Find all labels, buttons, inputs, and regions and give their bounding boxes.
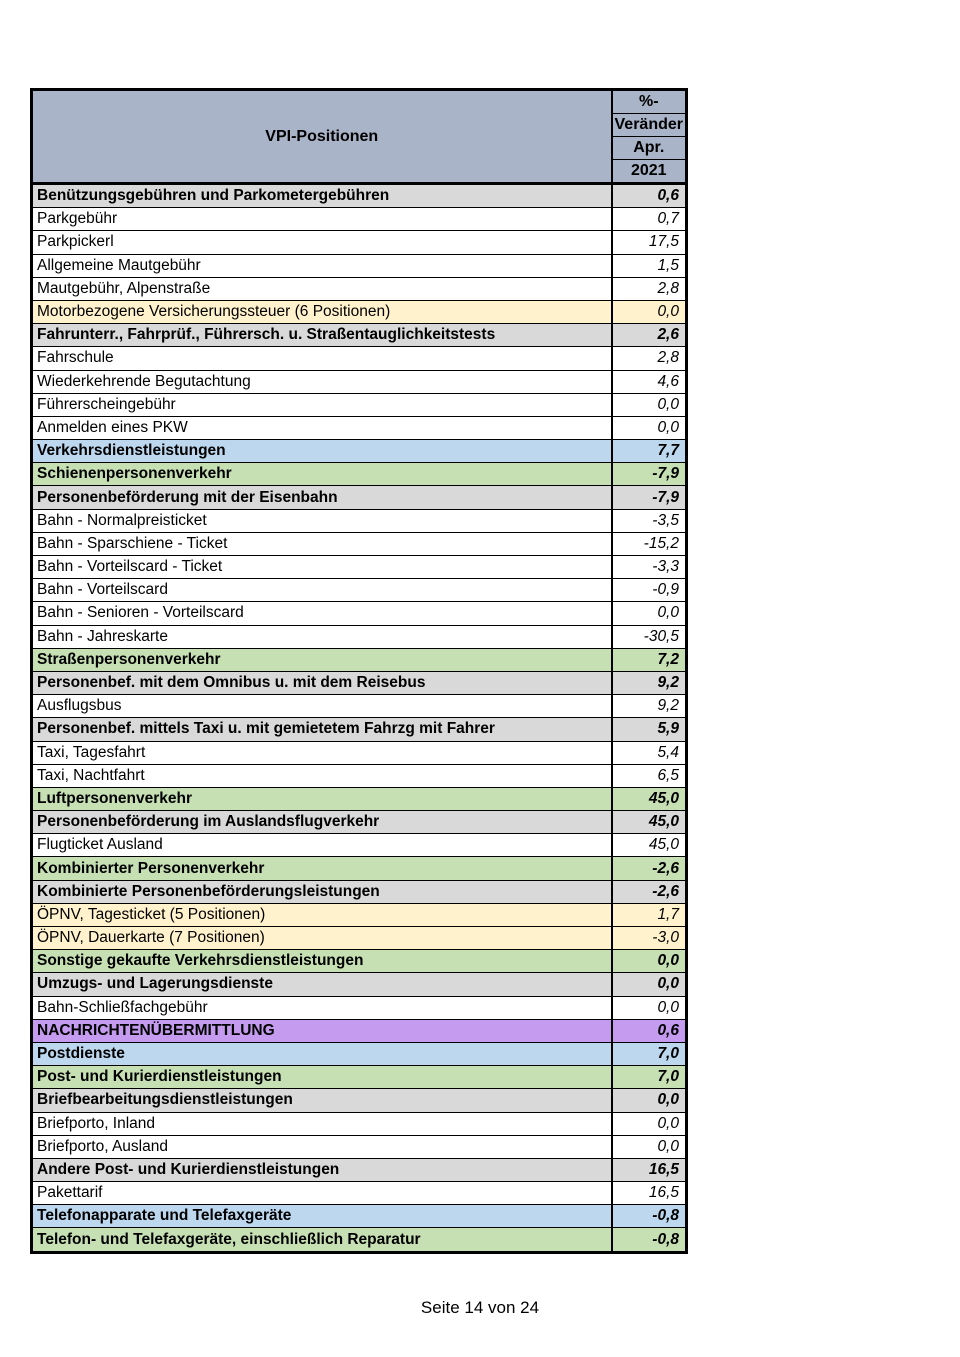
table-row xyxy=(32,880,687,903)
row-value: -7,9 xyxy=(612,463,687,486)
row-value: 1,5 xyxy=(612,254,687,277)
row-value: 9,2 xyxy=(612,671,687,694)
table-body xyxy=(32,184,687,1253)
table-row xyxy=(32,556,687,579)
table-row xyxy=(32,532,687,555)
row-label: Bahn - Senioren - Vorteilscard xyxy=(32,602,612,625)
row-value: 5,4 xyxy=(612,741,687,764)
row-label: Personenbeförderung mit der Eisenbahn xyxy=(32,486,612,509)
row-label: Personenbeförderung im Auslandsflugverkehr xyxy=(32,811,612,834)
row-label: Fahrschule xyxy=(32,347,612,370)
row-label: Flugticket Ausland xyxy=(32,834,612,857)
table-row xyxy=(32,1112,687,1135)
row-value: 0,0 xyxy=(612,950,687,973)
table-row xyxy=(32,208,687,231)
table-row xyxy=(32,1042,687,1065)
row-value: 9,2 xyxy=(612,695,687,718)
table-row xyxy=(32,671,687,694)
row-label: Postdienste xyxy=(32,1042,612,1065)
row-value: 7,2 xyxy=(612,648,687,671)
table-row xyxy=(32,579,687,602)
row-label: Schienenpersonenverkehr xyxy=(32,463,612,486)
row-value: 6,5 xyxy=(612,764,687,787)
row-value: 2,8 xyxy=(612,347,687,370)
table-row xyxy=(32,300,687,323)
row-label: Sonstige gekaufte Verkehrsdienstleistungen xyxy=(32,950,612,973)
row-value: 7,7 xyxy=(612,440,687,463)
table-row xyxy=(32,463,687,486)
row-label: Briefbearbeitungsdienstleistungen xyxy=(32,1089,612,1112)
table-row xyxy=(32,347,687,370)
row-label: Kombinierter Personenverkehr xyxy=(32,857,612,880)
table-row xyxy=(32,1066,687,1089)
table-row xyxy=(32,718,687,741)
header-change-label-line1: %- xyxy=(612,90,687,114)
row-label: Bahn-Schließfachgebühr xyxy=(32,996,612,1019)
row-label: Führerscheingebühr xyxy=(32,393,612,416)
table-row xyxy=(32,277,687,300)
row-label: Parkgebühr xyxy=(32,208,612,231)
page-number: Seite 14 von 24 xyxy=(420,1298,540,1317)
row-label: Motorbezogene Versicherungssteuer (6 Positionen) xyxy=(32,300,612,323)
table-row xyxy=(32,393,687,416)
row-value: 0,0 xyxy=(612,602,687,625)
row-value: 1,7 xyxy=(612,903,687,926)
row-label: Ausflugsbus xyxy=(32,695,612,718)
table-row xyxy=(32,764,687,787)
table-row xyxy=(32,254,687,277)
row-label: ÖPNV, Tagesticket (5 Positionen) xyxy=(32,903,612,926)
row-label: Andere Post- und Kurierdienstleistungen xyxy=(32,1158,612,1181)
row-label: Briefporto, Inland xyxy=(32,1112,612,1135)
row-value: 0,0 xyxy=(612,1135,687,1158)
row-label: Pakettarif xyxy=(32,1182,612,1205)
table-row xyxy=(32,648,687,671)
row-label: Straßenpersonenverkehr xyxy=(32,648,612,671)
row-label: Bahn - Vorteilscard - Ticket xyxy=(32,556,612,579)
row-value: -0,9 xyxy=(612,579,687,602)
header-period-year: 2021 xyxy=(612,160,687,184)
row-label: Anmelden eines PKW xyxy=(32,416,612,439)
table-row xyxy=(32,1182,687,1205)
row-label: Allgemeine Mautgebühr xyxy=(32,254,612,277)
row-value: 45,0 xyxy=(612,834,687,857)
table-row xyxy=(32,787,687,810)
row-value: 7,0 xyxy=(612,1066,687,1089)
row-value: 0,0 xyxy=(612,416,687,439)
row-label: Wiederkehrende Begutachtung xyxy=(32,370,612,393)
row-label: Personenbef. mittels Taxi u. mit gemietetem Fahrzg mit Fahrer xyxy=(32,718,612,741)
table-row xyxy=(32,1089,687,1112)
row-value: -0,8 xyxy=(612,1228,687,1252)
row-value: -7,9 xyxy=(612,486,687,509)
row-value: 0,0 xyxy=(612,973,687,996)
table-row xyxy=(32,602,687,625)
row-label: Bahn - Jahreskarte xyxy=(32,625,612,648)
row-label: Taxi, Tagesfahrt xyxy=(32,741,612,764)
row-value: 17,5 xyxy=(612,231,687,254)
row-label: Kombinierte Personenbeförderungsleistungen xyxy=(32,880,612,903)
row-value: 0,0 xyxy=(612,393,687,416)
table-row xyxy=(32,1135,687,1158)
table-row xyxy=(32,1019,687,1042)
vpi-table xyxy=(30,88,688,1254)
row-label: Telefonapparate und Telefaxgeräte xyxy=(32,1205,612,1228)
table-row xyxy=(32,370,687,393)
row-value: -3,5 xyxy=(612,509,687,532)
row-value: 0,6 xyxy=(612,184,687,208)
row-value: 2,8 xyxy=(612,277,687,300)
row-label: Verkehrsdienstleistungen xyxy=(32,440,612,463)
row-value: -3,3 xyxy=(612,556,687,579)
row-label: Bahn - Sparschiene - Ticket xyxy=(32,532,612,555)
row-label: Fahrunterr., Fahrprüf., Führersch. u. Straßentauglichkeitstests xyxy=(32,324,612,347)
row-label: Personenbef. mit dem Omnibus u. mit dem Reisebus xyxy=(32,671,612,694)
table-row xyxy=(32,973,687,996)
table-row xyxy=(32,811,687,834)
row-value: -2,6 xyxy=(612,857,687,880)
row-label: Telefon- und Telefaxgeräte, einschließlich Reparatur xyxy=(32,1228,612,1252)
header-position-label: VPI-Positionen xyxy=(32,90,612,184)
table-row xyxy=(32,834,687,857)
table-row xyxy=(32,486,687,509)
row-label: ÖPNV, Dauerkarte (7 Positionen) xyxy=(32,927,612,950)
row-value: -3,0 xyxy=(612,927,687,950)
row-label: Bahn - Normalpreisticket xyxy=(32,509,612,532)
row-value: -0,8 xyxy=(612,1205,687,1228)
table-row xyxy=(32,1158,687,1181)
row-value: 45,0 xyxy=(612,787,687,810)
row-value: 0,7 xyxy=(612,208,687,231)
row-value: -30,5 xyxy=(612,625,687,648)
row-value: 0,0 xyxy=(612,996,687,1019)
row-label: Parkpickerl xyxy=(32,231,612,254)
row-label: Post- und Kurierdienstleistungen xyxy=(32,1066,612,1089)
row-value: 16,5 xyxy=(612,1182,687,1205)
table-row xyxy=(32,1205,687,1228)
row-value: 2,6 xyxy=(612,324,687,347)
table-row xyxy=(32,231,687,254)
table-row xyxy=(32,509,687,532)
row-value: 0,0 xyxy=(612,1089,687,1112)
table-row xyxy=(32,857,687,880)
table-row xyxy=(32,950,687,973)
row-value: -2,6 xyxy=(612,880,687,903)
table-row xyxy=(32,927,687,950)
row-label: Taxi, Nachtfahrt xyxy=(32,764,612,787)
table-row xyxy=(32,903,687,926)
table-row xyxy=(32,416,687,439)
table-row xyxy=(32,1228,687,1252)
row-label: Mautgebühr, Alpenstraße xyxy=(32,277,612,300)
header-change-label-line2: Veränder xyxy=(612,114,687,137)
row-label: Benützungsgebühren und Parkometergebühren xyxy=(32,184,612,208)
table-row xyxy=(32,741,687,764)
row-label: Umzugs- und Lagerungsdienste xyxy=(32,973,612,996)
row-label: NACHRICHTENÜBERMITTLUNG xyxy=(32,1019,612,1042)
table-row xyxy=(32,625,687,648)
table-row xyxy=(32,695,687,718)
row-label: Luftpersonenverkehr xyxy=(32,787,612,810)
row-value: 7,0 xyxy=(612,1042,687,1065)
row-value: 0,0 xyxy=(612,1112,687,1135)
row-label: Bahn - Vorteilscard xyxy=(32,579,612,602)
table-row xyxy=(32,184,687,208)
table-row xyxy=(32,324,687,347)
row-value: 5,9 xyxy=(612,718,687,741)
table-header xyxy=(32,90,687,184)
row-value: 45,0 xyxy=(612,811,687,834)
header-period-month: Apr. xyxy=(612,137,687,160)
row-value: 0,0 xyxy=(612,300,687,323)
row-value: 4,6 xyxy=(612,370,687,393)
row-value: -15,2 xyxy=(612,532,687,555)
table-row xyxy=(32,440,687,463)
table-row xyxy=(32,996,687,1019)
row-value: 0,6 xyxy=(612,1019,687,1042)
row-value: 16,5 xyxy=(612,1158,687,1181)
row-label: Briefporto, Ausland xyxy=(32,1135,612,1158)
